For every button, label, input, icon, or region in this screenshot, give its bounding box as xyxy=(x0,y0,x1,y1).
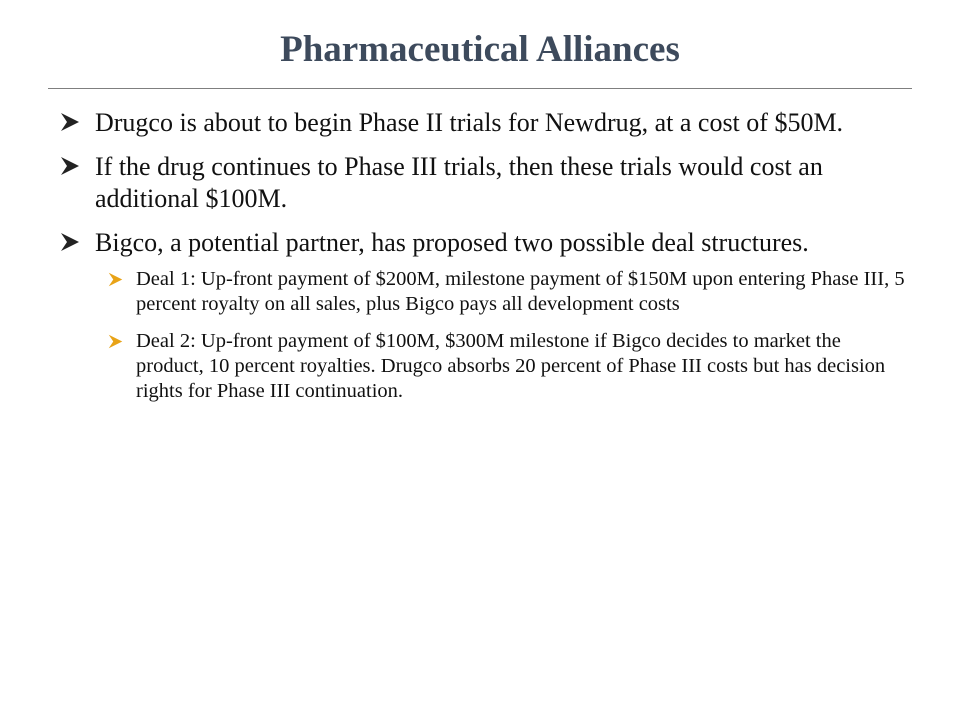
arrowhead-bullet-icon xyxy=(108,267,136,287)
arrowhead-bullet-icon xyxy=(60,227,95,252)
bullet-text: If the drug continues to Phase III trials, then these trials would cost an additional $100M. xyxy=(95,152,823,213)
arrowhead-bullet-icon xyxy=(60,151,95,176)
arrowhead-bullet-icon xyxy=(108,329,136,349)
bullet-item xyxy=(60,227,910,259)
sub-bullet-item xyxy=(108,329,910,404)
sub-bullet-list xyxy=(108,267,910,404)
bullet-text: Drugco is about to begin Phase II trials for Newdrug, at a cost of $50M. xyxy=(95,108,844,137)
title-divider xyxy=(48,88,912,89)
bullet-item xyxy=(60,151,910,215)
arrowhead-bullet-icon xyxy=(60,107,95,132)
sub-bullet-text: Deal 2: Up-front payment of $100M, $300M milestone if Bigco decides to market the product, 10 percent royalties. Drugco absorbs 20 percent of Phase III costs but has decision rights for Phase III continuation. xyxy=(136,330,886,402)
bullet-list xyxy=(60,107,910,416)
bullet-item xyxy=(60,107,910,139)
slide-title: Pharmaceutical Alliances xyxy=(280,29,680,70)
sub-bullet-item xyxy=(108,267,910,317)
bullet-text: Bigco, a potential partner, has proposed two possible deal structures. xyxy=(95,228,809,257)
sub-bullet-text: Deal 1: Up-front payment of $200M, milestone payment of $150M upon entering Phase III, 5 percent royalty on all sales, plus Bigco pays all development costs xyxy=(136,268,905,315)
